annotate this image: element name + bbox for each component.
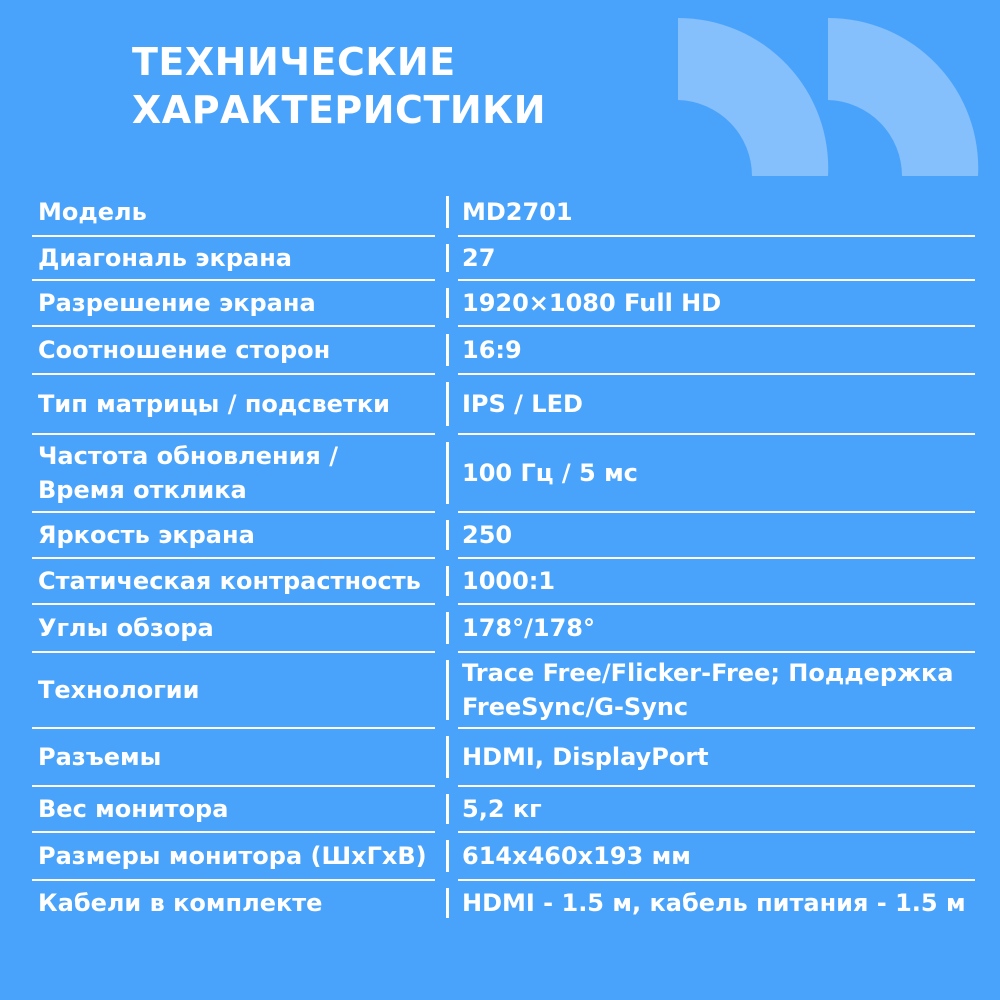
- spec-value: [462, 326, 992, 374]
- spec-value-line: FreeSync/G-Sync: [462, 693, 689, 721]
- spec-label: [38, 434, 438, 512]
- spec-row: [0, 558, 1000, 604]
- spec-label-line: Разрешение экрана: [38, 289, 316, 317]
- column-separator: [446, 566, 449, 596]
- spec-value-line: 27: [462, 244, 496, 272]
- spec-label-line: Модель: [38, 198, 147, 226]
- spec-value: [462, 374, 992, 434]
- column-separator: [446, 660, 449, 720]
- spec-label: [38, 512, 438, 558]
- spec-row: [0, 652, 1000, 728]
- spec-value: [462, 188, 992, 236]
- quote-mark-right: [828, 18, 978, 176]
- spec-label-line: Кабели в комплекте: [38, 889, 323, 917]
- column-separator: [446, 794, 449, 824]
- column-separator: [446, 244, 449, 272]
- spec-label-line: Частота обновления /: [38, 442, 338, 470]
- spec-label: [38, 880, 438, 926]
- spec-value-line: 5,2 кг: [462, 795, 542, 823]
- spec-value: [462, 880, 992, 926]
- spec-label-line: Диагональ экрана: [38, 244, 292, 272]
- title-line-2: ХАРАКТЕРИСТИКИ: [132, 88, 547, 132]
- spec-label: [38, 786, 438, 832]
- spec-value: [462, 512, 992, 558]
- column-separator: [446, 442, 449, 504]
- spec-row: [0, 880, 1000, 926]
- spec-row: [0, 280, 1000, 326]
- spec-label: [38, 236, 438, 280]
- spec-value: [462, 434, 992, 512]
- spec-value-line: 16:9: [462, 336, 522, 364]
- spec-value-line: 1920×1080 Full HD: [462, 289, 722, 317]
- column-separator: [446, 334, 449, 366]
- spec-label: [38, 832, 438, 880]
- spec-label: [38, 280, 438, 326]
- spec-label-line: Время отклика: [38, 476, 247, 504]
- column-separator: [446, 736, 449, 778]
- column-separator: [446, 288, 449, 318]
- spec-value-line: 100 Гц / 5 мс: [462, 459, 638, 487]
- spec-row: [0, 728, 1000, 786]
- spec-label-line: Размеры монитора (ШхГхВ): [38, 842, 427, 870]
- spec-value: [462, 728, 992, 786]
- spec-value: [462, 280, 992, 326]
- spec-value-line: 250: [462, 521, 513, 549]
- column-separator: [446, 612, 449, 644]
- spec-label-line: Технологии: [38, 676, 200, 704]
- spec-label-line: Разъемы: [38, 743, 162, 771]
- spec-value-line: Trace Free/Flicker-Free; Поддержка: [462, 659, 954, 687]
- spec-row: [0, 434, 1000, 512]
- spec-value: [462, 652, 992, 728]
- spec-row: [0, 786, 1000, 832]
- spec-value-line: 1000:1: [462, 567, 556, 595]
- spec-row: [0, 374, 1000, 434]
- column-separator: [446, 382, 449, 426]
- spec-row: [0, 326, 1000, 374]
- spec-row: [0, 188, 1000, 236]
- spec-value-line: HDMI, DisplayPort: [462, 743, 709, 771]
- spec-label: [38, 728, 438, 786]
- spec-value-line: MD2701: [462, 198, 573, 226]
- spec-label: [38, 326, 438, 374]
- spec-row: [0, 832, 1000, 880]
- spec-row: [0, 236, 1000, 280]
- column-separator: [446, 520, 449, 550]
- spec-label-line: Статическая контрастность: [38, 567, 421, 595]
- spec-row: [0, 604, 1000, 652]
- spec-label-line: Соотношение сторон: [38, 336, 331, 364]
- spec-label: [38, 604, 438, 652]
- spec-label: [38, 374, 438, 434]
- column-separator: [446, 888, 449, 918]
- spec-value-line: 178°/178°: [462, 614, 595, 642]
- quote-marks-icon: [0, 0, 1000, 200]
- spec-label-line: Углы обзора: [38, 614, 214, 642]
- spec-label-line: Яркость экрана: [38, 521, 255, 549]
- spec-label-line: Тип матрицы / подсветки: [38, 390, 390, 418]
- spec-label: [38, 652, 438, 728]
- spec-value-line: 614x460x193 мм: [462, 842, 691, 870]
- spec-value: [462, 558, 992, 604]
- spec-label-line: Вес монитора: [38, 795, 229, 823]
- spec-row: [0, 512, 1000, 558]
- column-separator: [446, 840, 449, 872]
- spec-value: [462, 236, 992, 280]
- spec-value-line: IPS / LED: [462, 390, 583, 418]
- spec-label: [38, 558, 438, 604]
- title-line-1: ТЕХНИЧЕСКИЕ: [132, 40, 456, 84]
- column-separator: [446, 196, 449, 228]
- spec-label: [38, 188, 438, 236]
- spec-value: [462, 604, 992, 652]
- spec-value: [462, 786, 992, 832]
- quote-mark-left: [678, 18, 828, 176]
- spec-value-line: HDMI - 1.5 м, кабель питания - 1.5 м: [462, 889, 966, 917]
- spec-value: [462, 832, 992, 880]
